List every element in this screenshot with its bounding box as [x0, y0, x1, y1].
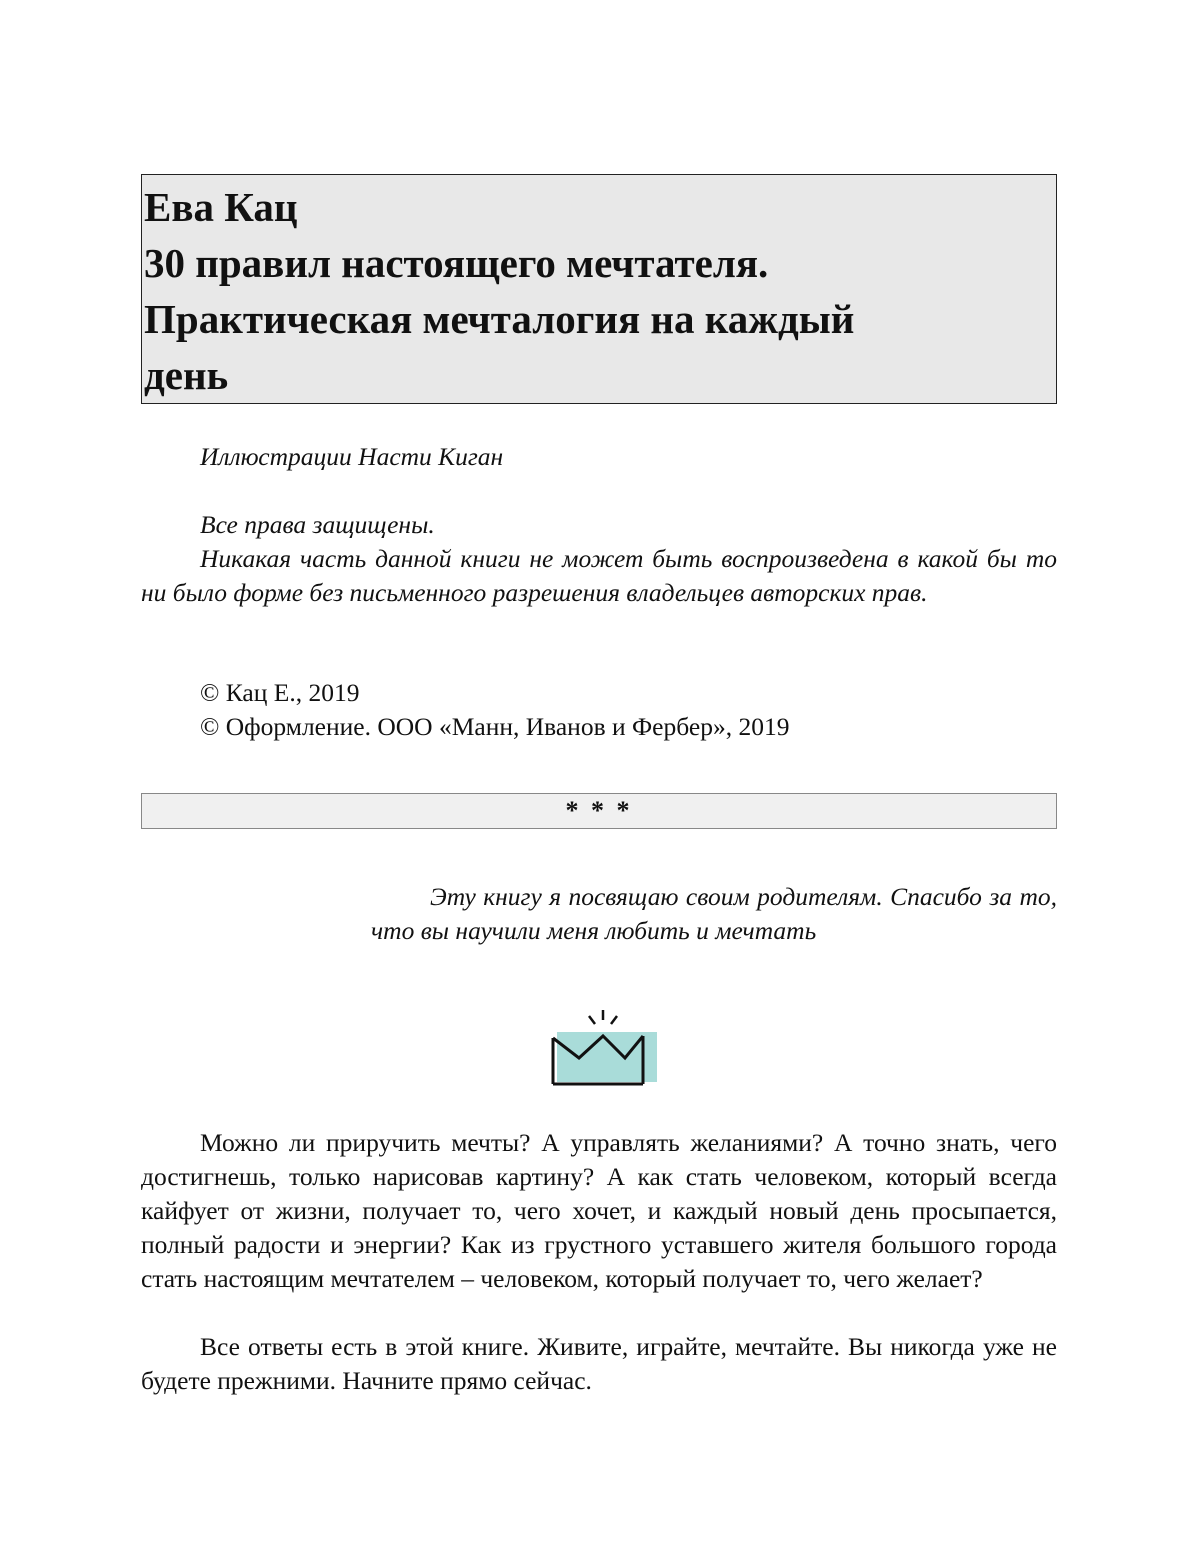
section-separator [141, 793, 1057, 829]
copyright-design: © Оформление. ООО «Манн, Иванов и Фербер», 2019 [200, 712, 790, 741]
book-title-line-2: Практическая мечталогия на каждый [144, 296, 855, 342]
separator-stars: * * * [565, 796, 633, 825]
book-title-line-1: 30 правил настоящего мечтателя. [144, 240, 769, 286]
rights-text: Никакая часть данной книги не может быть воспроизведена в какой бы то ни было форме без письменного разрешения владельцев авторских прав. [141, 544, 1057, 607]
copyright-author: © Кац Е., 2019 [200, 678, 360, 707]
body-paragraph-1: Можно ли приручить мечты? А управлять желаниями? А точно знать, чего достигнешь, только нарисовав картину? А как стать человеком, который всегда кайфует от жизни, получает то, чего хочет, и каждый новый день просыпается, полный радости и энергии? Как из грустного уставшего жителя большого города стать настоящим мечтателем – человеком, который получает то, чего желает? [141, 1128, 1057, 1293]
crown-icon [545, 1008, 660, 1090]
illustrations-credit: Иллюстрации Насти Киган [200, 442, 504, 471]
body-paragraph-2: Все ответы есть в этой книге. Живите, играйте, мечтайте. Вы никогда уже не будете прежними. Начните прямо сейчас. [141, 1332, 1057, 1395]
rights-heading: Все права защищены. [200, 510, 435, 539]
book-title-line-3: день [144, 352, 229, 398]
title-block [141, 174, 1057, 404]
dedication: Эту книгу я посвящаю своим родителям. Спасибо за то, что вы научили меня любить и мечтать [371, 882, 1057, 945]
author-name: Ева Кац [144, 184, 298, 230]
